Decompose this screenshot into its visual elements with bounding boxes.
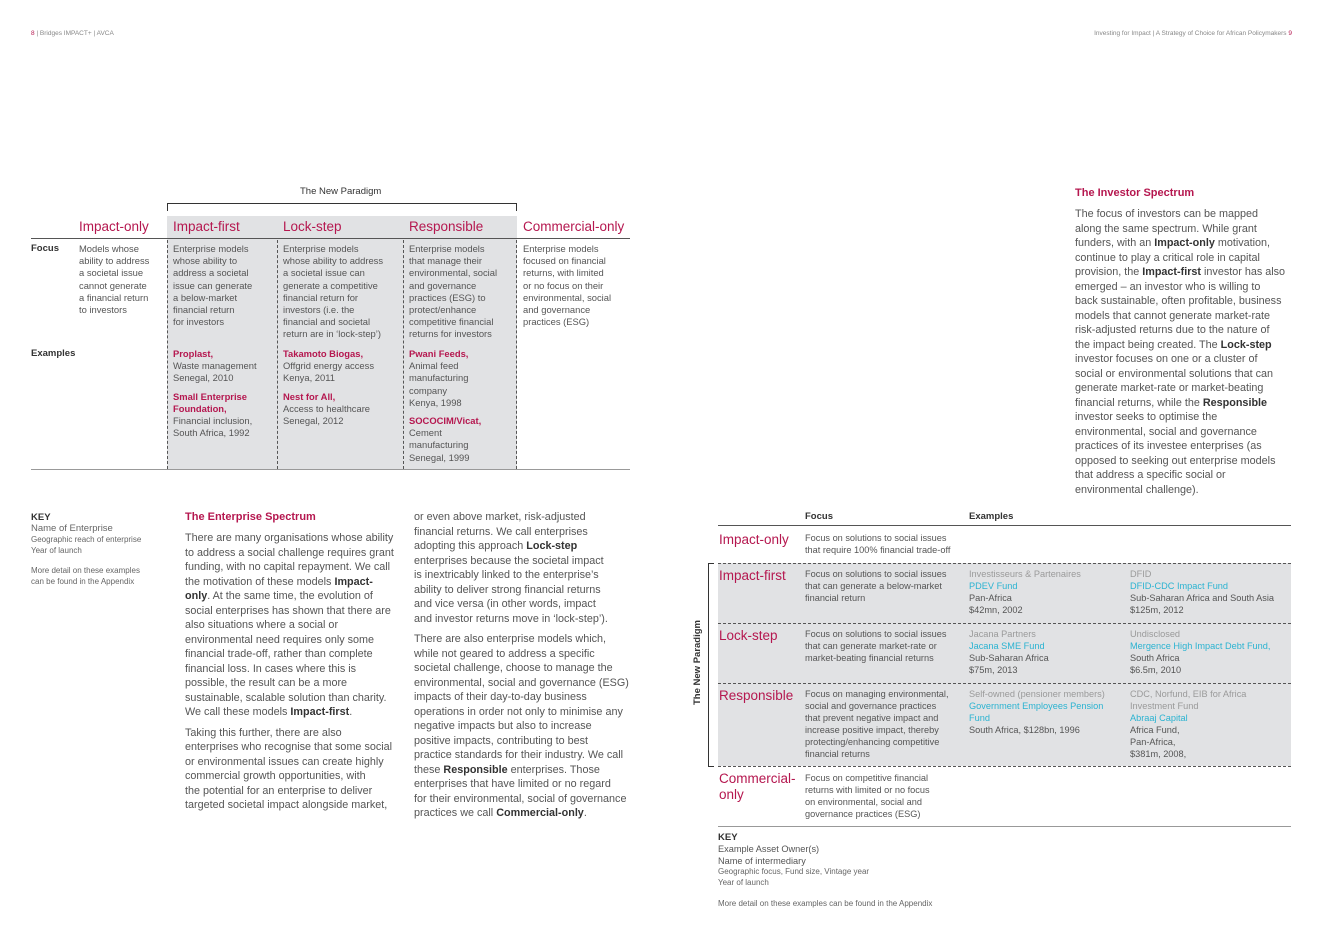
rt-example: Investisseurs & Partenaires PDEV Fund Pan-Africa $42mn, 2002 (969, 569, 1081, 616)
right-header-title: Investing for Impact | A Strategy of Choice for African Policymakers (1094, 30, 1287, 37)
table-bottom-rule (31, 469, 630, 470)
col-impact-only: Impact-only (79, 219, 149, 234)
rt-row-impact-only: Impact-only (719, 532, 789, 547)
rt-focus-responsible: Focus on managing environmental, social and governance practices that prevent negative impact and increase positive impact, thereby protecting/enhancing competitive financial returns (805, 689, 949, 760)
key-geo: Geographic reach of enterprise (31, 535, 142, 544)
enterprise-name: Proplast, (173, 348, 214, 359)
focus-lock-step: Enterprise models whose ability to address a societal issue can generate a competitive financial return for investors (i.e. the financial and societal return are in ‘lock-step’) (283, 243, 384, 340)
key-enterprise-name: Name of Enterprise (31, 523, 113, 534)
paradigm-bracket (167, 203, 517, 211)
enterprise-spectrum-col2: or even above market, risk-adjusted financial returns. We call enterprises adopting this approach Lock-step enterprises because the societal impact is inextricably linked to the enterprise’s ability to deliver strong financial returns and vice versa (in other words, impact and investor returns move in ‘lock-step’). There are also enterprise models which, while not geared to address a specific societal challenge, choose to manage the environmental, social and governance (ESG) impacts of their day-to-day business operations in order not only to minimise any negative impacts but also to increase positive impacts, contributing to best practice standards for their industry. We call these Responsible enterprises. Those enterprises that have limited or no regard for their environmental, social of governance practices we call Commercial-only. (414, 511, 629, 819)
col-lock-step: Lock-step (283, 219, 342, 234)
rt-bottom-rule (718, 826, 1291, 827)
rt-row-lock-step: Lock-step (719, 628, 778, 643)
enterprise-spectrum-col1: There are many organisations whose ability to address a social challenge requires grant funding, with no capital repayment. We call the motivation of these models Impact- only. At the same time, the evolution of social enterprises has shown that there are also situations where a social or environmental need requires only some financial trade-off, rather than complete financial loss. In cases where this is possible, the result can be a more sustainable, scalable solution than charity. We call these models Impact-first. Taking this further, there are also enterprises who recognise that some social or environmental issues can create highly commercial growth opportunities, with the potential for an enterprise to deliver targeted societal impact alongside market, (185, 532, 394, 811)
rt-focus-header: Focus (805, 511, 833, 522)
key-more-detail: More detail on these examples can be found in the Appendix (718, 899, 933, 909)
rt-divider (718, 766, 1291, 767)
rt-divider (718, 563, 1291, 564)
rt-focus-lock-step: Focus on solutions to social issues that can generate market-rate or market-beating financial returns (805, 629, 947, 664)
rt-example: CDC, Norfund, EIB for Africa Investment Fund Abraaj Capital Africa Fund, Pan-Africa, $381m, 2008, (1130, 689, 1247, 760)
rt-example: Self-owned (pensioner members) Government Employees Pension Fund South Africa, $128bn, 1996 (969, 689, 1105, 736)
key-year: Year of launch (31, 545, 82, 555)
divider (167, 240, 168, 469)
left-page-number: 8 (31, 30, 35, 37)
key-year: Year of launch (718, 877, 769, 887)
rt-paradigm-label: The New Paradigm (692, 620, 703, 705)
divider (516, 240, 517, 469)
key-more-detail: can be found in the Appendix (31, 576, 135, 586)
rt-example: DFID DFID-CDC Impact Fund Sub-Saharan Africa and South Asia $125m, 2012 (1130, 569, 1275, 616)
paradigm-title: The New Paradigm (300, 186, 382, 197)
focus-impact-first: Enterprise models whose ability to address a societal issue can generate a below-market financial return for investors (173, 243, 253, 328)
rt-examples-header: Examples (969, 511, 1014, 522)
col-responsible: Responsible (409, 219, 484, 234)
enterprise-spectrum-title: The Enterprise Spectrum (185, 511, 316, 523)
enterprise-name: Takamoto Biogas, (283, 348, 364, 359)
right-page-header (1094, 30, 1292, 37)
investor-spectrum-body: The focus of investors can be mapped along the same spectrum. While grant funders, with an Impact-only motivation, continue to play a critical role in capital provision, the Impact-first investor has also emerged – an investor who is willing to back sustainable, often profitable, business models that cannot generate market-rate risk-adjusted returns due to the nature of the impact being created. The Lock-step investor focuses on one or a cluster of social or environmental solutions that can generate market-rate or market-beating financial returns, while the Responsible investor seeks to optimise the environmental, social and governance practices of its investee enterprises (as opposed to seeking out enterprise models that address a specific social or environmental challenge). (1075, 208, 1286, 496)
left-key (31, 512, 141, 587)
examples-row-label: Examples (31, 348, 76, 359)
rt-header-rule (718, 525, 1291, 526)
rt-row-commercial-only: Commercial- only (719, 771, 796, 802)
examples-responsible: Pwani Feeds, Animal feed manufacturing company Kenya, 1998 SOCOCIM/Vicat, Cement manufacturing Senegal, 1999 (409, 348, 482, 463)
enterprise-name: Pwani Feeds, (409, 348, 469, 359)
rt-divider (718, 683, 1291, 684)
enterprise-name: Foundation, (173, 402, 227, 414)
rt-focus-impact-first: Focus on solutions to social issues that can generate a below-market financial return (805, 569, 947, 604)
col-impact-first: Impact-first (173, 219, 240, 234)
divider (277, 240, 278, 469)
col-commercial-only: Commercial-only (523, 219, 625, 234)
examples-impact-first: Proplast, Waste management Senegal, 2010 Small Enterprise Foundation, Financial inclusion, South Africa, 1992 (173, 348, 257, 439)
focus-impact-only: Models whose ability to address a societal issue cannot generate a financial return to investors (79, 243, 150, 316)
right-page-number: 9 (1288, 30, 1292, 37)
key-title: KEY (718, 832, 738, 843)
left-header-title: | Bridges IMPACT+ | AVCA (36, 30, 114, 37)
rt-focus-commercial-only: Focus on competitive financial returns with limited or no focus on environmental, social and governance practices (ESG) (805, 773, 930, 820)
key-owner: Example Asset Owner(s) (718, 844, 820, 854)
rt-row-responsible: Responsible (719, 688, 794, 703)
focus-row-label: Focus (31, 243, 59, 254)
key-intermediary: Name of intermediary (718, 856, 806, 867)
divider (403, 240, 404, 469)
left-page-header (31, 30, 114, 37)
enterprise-name: SOCOCIM/Vicat, (409, 415, 482, 427)
investor-spectrum-title: The Investor Spectrum (1075, 187, 1195, 199)
rt-divider (718, 623, 1291, 624)
focus-responsible: Enterprise models that manage their environmental, social and governance practices (ESG) to protect/enhance competitive financial returns for investors (409, 243, 498, 340)
examples-lock-step: Takamoto Biogas, Offgrid energy access Kenya, 2011 Nest for All, Access to healthcare Senegal, 2012 (283, 348, 375, 427)
key-title: KEY (31, 512, 51, 523)
key-more-detail: More detail on these examples (31, 566, 140, 575)
rt-paradigm-bracket (708, 563, 714, 767)
focus-commercial-only: Enterprise models focused on financial returns, with limited or no focus on their environmental, social and governance practices (ESG) (523, 243, 612, 328)
table-header-rule (31, 238, 630, 239)
rt-row-impact-first: Impact-first (719, 568, 786, 583)
enterprise-name: Nest for All, (283, 390, 336, 402)
enterprise-name: Small Enterprise (173, 390, 247, 402)
key-geo: Geographic focus, Fund size, Vintage year (718, 867, 870, 877)
rt-focus-impact-only: Focus on solutions to social issues that require 100% financial trade-off (805, 533, 951, 556)
rt-example: Jacana Partners Jacana SME Fund Sub-Saharan Africa $75m, 2013 (969, 629, 1049, 676)
rt-example: Undisclosed Mergence High Impact Debt Fund, South Africa $6.5m, 2010 (1130, 629, 1271, 676)
right-key (718, 832, 932, 910)
